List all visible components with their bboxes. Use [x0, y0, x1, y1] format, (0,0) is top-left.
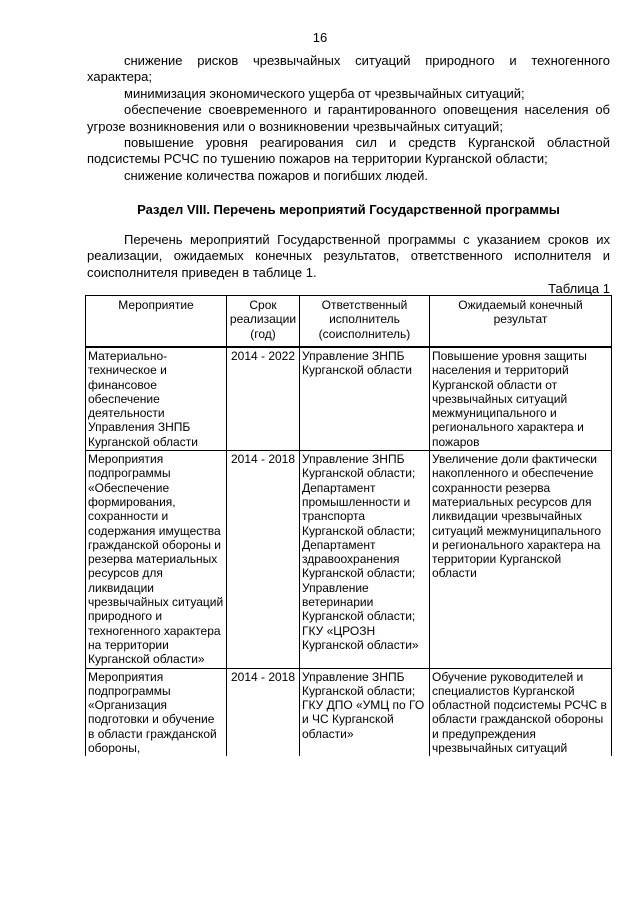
cell-measure: Мероприятия подпрограммы «Организация подготовки и обучение в области гражданской обороны,	[86, 668, 227, 756]
cell-executor: Управление ЗНПБ Курганской области	[300, 347, 430, 451]
intro-item: снижение рисков чрезвычайных ситуаций природного и техногенного характера;	[87, 53, 610, 85]
header-term: Срок реализации (год)	[227, 296, 300, 348]
cell-result: Увеличение доли фактически накопленного и обеспечение сохранности резерва материальных ресурсов для ликвидации чрезвычайных ситуаций межмуниципального и регионального характера на территории Курганской области	[430, 451, 612, 668]
table-header-row	[86, 296, 612, 348]
intro-item: снижение количества пожаров и погибших людей.	[124, 167, 428, 183]
measures-table	[85, 295, 612, 756]
cell-measure: Мероприятия подпрограммы «Обеспечение формирования, сохранности и содержания имущества гражданской обороны и резерва материальных ресурсов для ликвидации чрезвычайных ситуаций природного и техногенного характера на территории Курганской области»	[86, 451, 227, 668]
table-row	[86, 451, 612, 668]
lead-text: Перечень мероприятий Государственной программы с указанием сроков их реализации, ожидаемых конечных результатов, ответственного исполнителя и соисполнителя приведен в таблице 1.	[87, 232, 610, 280]
cell-executor: Управление ЗНПБ Курганской области; Департамент промышленности и транспорта Курганской области; Департамент здравоохранения Курганской области; Управление ветеринарии Курганской области; ГКУ «ЦРОЗН Курганской области»	[300, 451, 430, 668]
cell-result: Повышение уровня защиты населения и территорий Курганской области от чрезвычайных ситуаций межмуниципального и регионального характера и пожаров	[430, 347, 612, 451]
table-row	[86, 668, 612, 756]
header-result: Ожидаемый конечный результат	[430, 296, 612, 348]
cell-executor: Управление ЗНПБ Курганской области; ГКУ ДПО «УМЦ по ГО и ЧС Курганской области»	[300, 668, 430, 756]
header-executor: Ответственный исполнитель (соисполнитель)	[300, 296, 430, 348]
intro-item: повышение уровня реагирования сил и средств Курганской областной подсистемы РСЧС по тушению пожаров на территории Курганской области;	[87, 135, 610, 167]
intro-item: минимизация экономического ущерба от чрезвычайных ситуаций;	[124, 85, 525, 101]
cell-result: Обучение руководителей и специалистов Курганской областной подсистемы РСЧС в области гражданской обороны и предупреждения чрезвычайных ситуаций	[430, 668, 612, 756]
table-caption: Таблица 1	[548, 281, 610, 296]
page-number: 16	[312, 30, 328, 45]
section-title: Раздел VIII. Перечень мероприятий Государственной программы	[137, 202, 560, 217]
cell-measure: Материально-техническое и финансовое обеспечение деятельности Управления ЗНПБ Курганской области	[86, 347, 227, 451]
cell-term: 2014 - 2018	[227, 451, 300, 668]
lead-paragraph	[87, 232, 610, 281]
cell-term: 2014 - 2018	[227, 668, 300, 756]
cell-term: 2014 - 2022	[227, 347, 300, 451]
table-row	[86, 347, 612, 451]
header-measure: Мероприятие	[86, 296, 227, 348]
intro-item: обеспечение своевременного и гарантированного оповещения населения об угрозе возникновения или о возникновении чрезвычайных ситуаций;	[87, 102, 610, 134]
intro-list	[87, 53, 610, 184]
